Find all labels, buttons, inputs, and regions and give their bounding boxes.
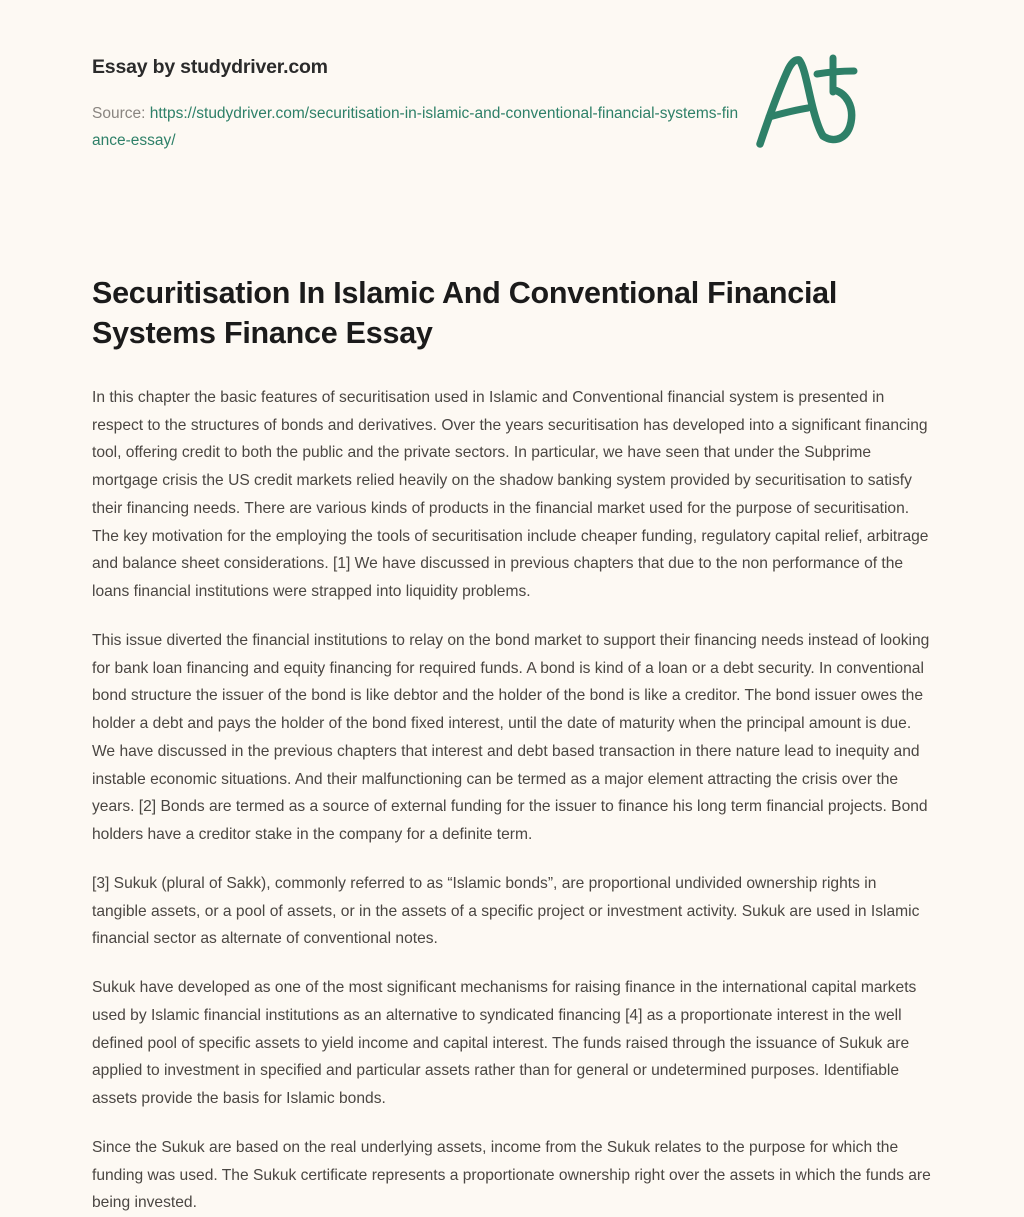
page-header [92,0,932,184]
source-url-link[interactable]: https://studydriver.com/securitisation-in-islamic-and-conventional-financial-systems-finance-essay/ [92,105,739,150]
article-body [92,384,932,1217]
body-paragraph: This issue diverted the financial institutions to relay on the bond market to support their financing needs instead of looking for bank loan financing and equity financing for required funds. A bond is kind of a loan or a debt security. In conventional bond structure the issuer of the bond is like debtor and the holder of the bond is like a creditor. The bond issuer owes the holder a debt and pays the holder of the bond fixed interest, until the date of maturity when the principal amount is due. We have discussed in the previous chapters that interest and debt based transaction in there nature lead to inequity and instable economic situations. And their malfunctioning can be termed as a major element attracting the crisis over the years. [2] Bonds are termed as a source of external funding for the issuer to finance his long term financial projects. Bond holders have a creditor stake in the company for a definite term. [92,631,930,844]
a-plus-logo-icon [754,48,864,154]
body-paragraph: [3] Sukuk (plural of Sakk), commonly referred to as “Islamic bonds”, are proportional undivided ownership rights in tangible assets, or a pool of assets, or in the assets of a specific project or investment activity. Sukuk are used in Islamic financial sector as alternate of conventional notes. [92,874,920,948]
source-label: Source: [92,105,146,123]
brand-byline: Essay by studydriver.com [92,56,328,78]
body-paragraph: In this chapter the basic features of securitisation used in Islamic and Conventional financial system is presented in respect to the structures of bonds and derivatives. Over the years securitisation has developed into a significant financing tool, offering credit to both the public and the private sectors. In particular, we have seen that under the Subprime mortgage crisis the US credit markets relied heavily on the shadow banking system provided by securitisation to satisfy their financing needs. There are various kinds of products in the financial market used for the purpose of securitisation. The key motivation for the employing the tools of securitisation include cheaper funding, regulatory capital relief, arbitrage and balance sheet considerations. [1] We have discussed in previous chapters that due to the non performance of the loans financial institutions were strapped into liquidity problems. [92,388,929,601]
body-paragraph: Sukuk have developed as one of the most significant mechanisms for raising finance in the international capital markets used by Islamic financial institutions as an alternative to syndicated financing [4] as a proportionate interest in the well defined pool of specific assets to yield income and capital interest. The funds raised through the issuance of Sukuk are applied to investment in specified and particular assets rather than for general or undetermined purposes. Identifiable assets provide the basis for Islamic bonds. [92,979,917,1108]
body-paragraph: Since the Sukuk are based on the real underlying assets, income from the Sukuk relates to the purpose for which the funding was used. The Sukuk certificate represents a proportionate ownership right over the assets in which the funds are being invested. [92,1138,931,1212]
page-title: Securitisation In Islamic And Conventional Financial Systems Finance Essay [92,276,838,350]
source-line [92,101,742,154]
a-plus-logo-glyph [754,48,864,154]
